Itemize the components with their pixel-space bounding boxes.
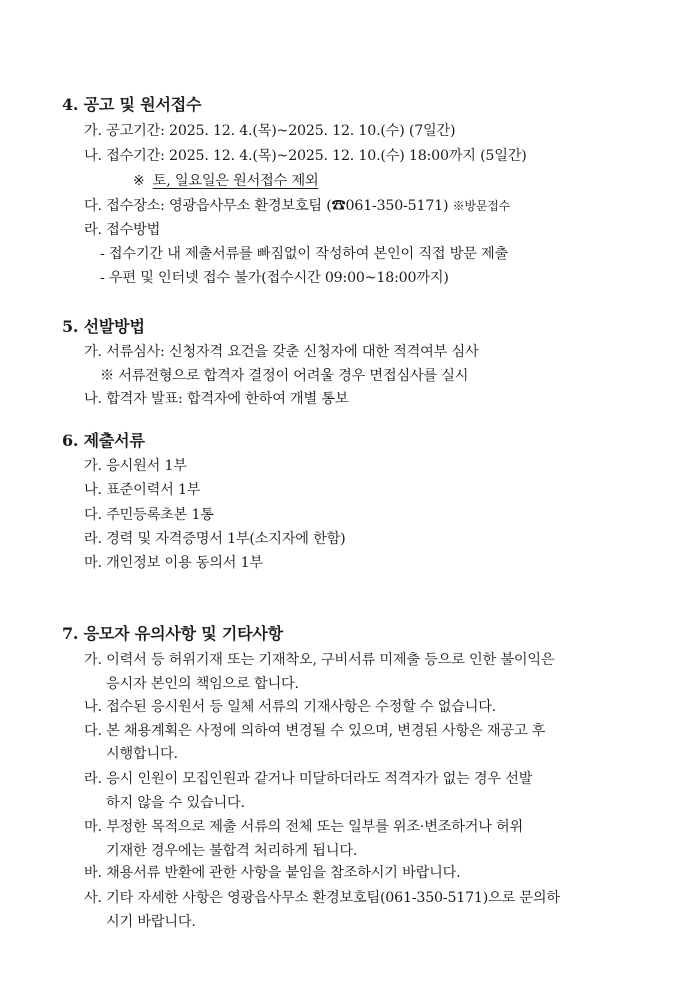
reception-place: 다. 접수장소: 영광읍사무소 환경보호팀 (☎061-350-5171) — [84, 198, 449, 214]
section-4-item-ga: 가. 공고기간: 2025. 12. 4.(목)~2025. 12. 10.(수) (7일간) — [84, 123, 456, 139]
section-4-item-da — [84, 196, 510, 216]
section-6-item-ma: 마. 개인정보 이용 동의서 1부 — [84, 555, 263, 571]
section-7-item-ra-1: 라. 응시 인원이 모집인원과 같거나 미달하더라도 적격자가 없는 경우 선발 — [84, 771, 533, 787]
section-7-heading: 7. 응모자 유의사항 및 기타사항 — [62, 624, 283, 643]
note-mark: ※ — [133, 173, 145, 189]
section-4-item-ra-1: - 접수기간 내 제출서류를 빠짐없이 작성하여 본인이 직접 방문 제출 — [100, 246, 509, 262]
section-7-item-ma-1: 마. 부정한 목적으로 제출 서류의 전체 또는 일부를 위조·변조하거나 허위 — [84, 819, 524, 835]
section-5-item-ga-note: ※ 서류전형으로 합격자 결정이 어려울 경우 면접심사를 실시 — [100, 368, 469, 384]
section-4-item-na: 나. 접수기간: 2025. 12. 4.(목)~2025. 12. 10.(수) 18:00까지 (5일간) — [84, 148, 527, 164]
section-7-item-ga-1: 가. 이력서 등 허위기재 또는 기재착오, 구비서류 미제출 등으로 인한 불이익은 — [84, 652, 555, 668]
section-7-item-sa-1: 사. 기타 자세한 사항은 영광읍사무소 환경보호팀(061-350-5171)으로 문의하 — [84, 890, 560, 906]
section-7-item-sa-2: 시기 바랍니다. — [106, 914, 196, 930]
section-7-item-ba: 바. 채용서류 반환에 관한 사항을 붙임을 참조하시기 바랍니다. — [84, 865, 461, 881]
section-7-item-na: 나. 접수된 응시원서 등 일체 서류의 기재사항은 수정할 수 없습니다. — [84, 699, 497, 715]
section-5-item-ga: 가. 서류심사: 신청자격 요건을 갖춘 신청자에 대한 적격여부 심사 — [84, 344, 479, 360]
section-6-item-da: 다. 주민등록초본 1통 — [84, 507, 214, 523]
section-4-note — [133, 171, 319, 191]
section-7-item-ra-2: 하지 않을 수 있습니다. — [106, 795, 245, 811]
section-4-item-ra-2: - 우편 및 인터넷 접수 불가(접수시간 09:00~18:00까지) — [100, 270, 449, 286]
section-7-item-ga-2: 응시자 본인의 책임으로 합니다. — [106, 676, 299, 692]
section-7-item-ma-2: 기재한 경우에는 불합격 처리하게 됩니다. — [106, 843, 358, 859]
section-4-heading: 4. 공고 및 원서접수 — [62, 95, 202, 114]
section-7-item-da-1: 다. 본 채용계획은 사정에 의하여 변경될 수 있으며, 변경된 사항은 재공고 후 — [84, 723, 546, 739]
section-5-item-na: 나. 합격자 발표: 합격자에 한하여 개별 통보 — [84, 391, 349, 407]
section-7-item-da-2: 시행합니다. — [106, 746, 178, 762]
visit-only-note: ※방문접수 — [452, 199, 511, 213]
section-6-item-ra: 라. 경력 및 자격증명서 1부(소지자에 한함) — [84, 531, 346, 547]
section-5-heading: 5. 선발방법 — [62, 317, 145, 336]
weekend-exclusion-note: 토, 일요일은 원서접수 제외 — [152, 173, 319, 189]
section-6-item-ga: 가. 응시원서 1부 — [84, 458, 187, 474]
section-4-item-ra: 라. 접수방법 — [84, 222, 161, 238]
section-6-item-na: 나. 표준이력서 1부 — [84, 482, 201, 498]
section-6-heading: 6. 제출서류 — [62, 431, 145, 450]
